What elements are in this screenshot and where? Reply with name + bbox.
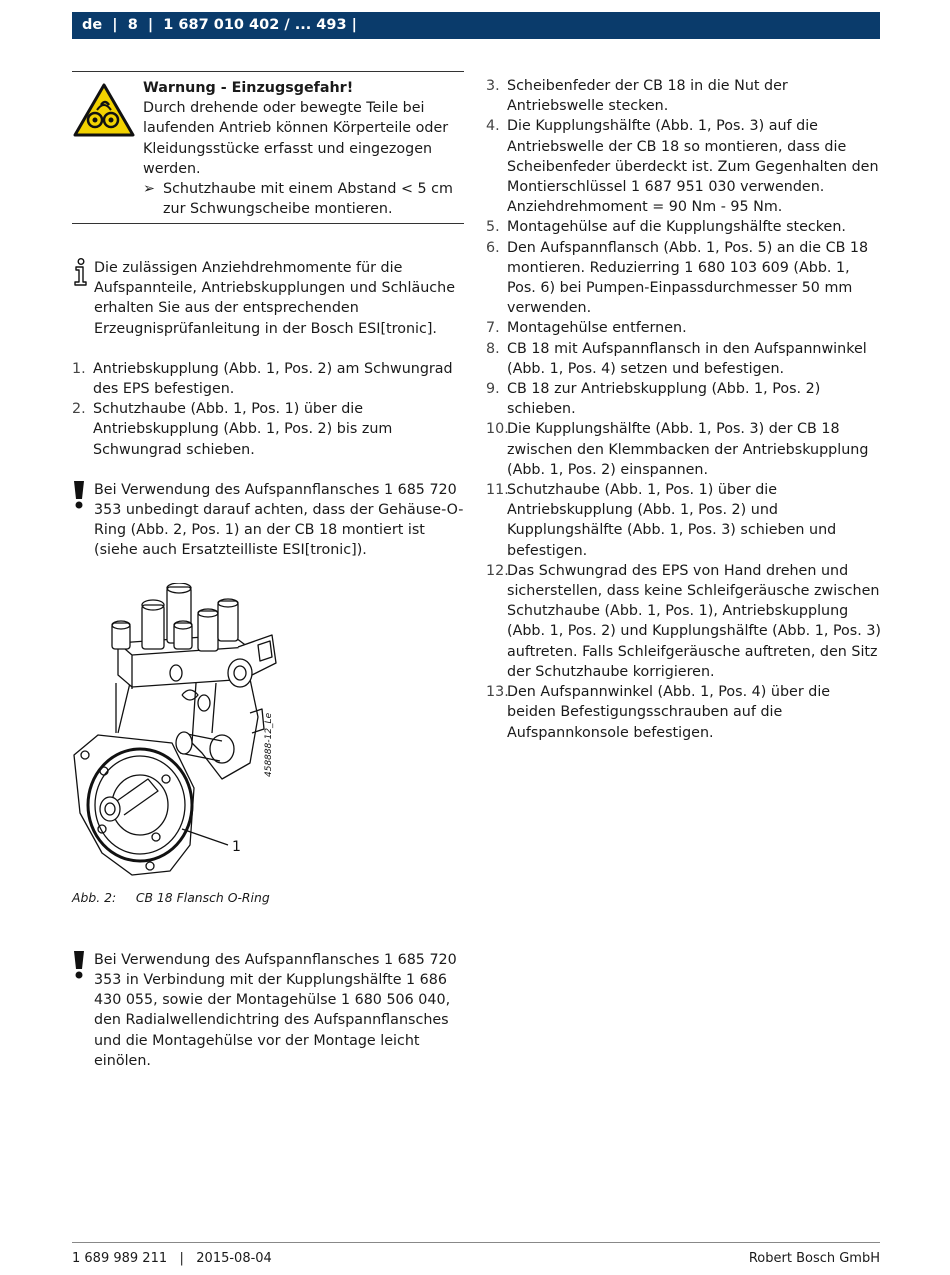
right-column bbox=[486, 76, 882, 743]
pump-figure bbox=[72, 583, 312, 883]
pump-drawing bbox=[72, 583, 312, 883]
warning-text bbox=[143, 78, 461, 219]
list-item bbox=[486, 561, 882, 682]
step-text: Schutzhaube (Abb. 1, Pos. 1) über die Antriebskupplung (Abb. 1, Pos. 2) und Kupplungshälfte (Abb. 1, Pos. 3) schieben und befestigen. bbox=[507, 482, 837, 559]
step-text: Die Kupplungshälfte (Abb. 1, Pos. 3) der CB 18 zwischen den Klemmbacken der Antriebskupplung (Abb. 1, Pos. 2) einspannen. bbox=[507, 421, 869, 478]
step-number: 9. bbox=[486, 381, 500, 398]
list-item bbox=[486, 480, 882, 561]
warning-box bbox=[72, 71, 464, 224]
exclamation-icon bbox=[72, 950, 86, 980]
step-text: Schutzhaube (Abb. 1, Pos. 1) über die Antriebskupplung (Abb. 1, Pos. 2) bis zum Schwungrad schieben. bbox=[93, 401, 393, 458]
step-number: 12. bbox=[486, 562, 509, 579]
step-text: Den Aufspannwinkel (Abb. 1, Pos. 4) über die beiden Befestigungsschrauben auf die Aufspannkonsole befestigen. bbox=[507, 684, 831, 741]
right-step-list bbox=[486, 76, 882, 743]
list-item bbox=[486, 682, 882, 743]
footer-company: Robert Bosch GmbH bbox=[748, 1251, 880, 1266]
step-text: Das Schwungrad des EPS von Hand drehen und sicherstellen, dass keine Schleifgeräusche zwischen Schutzhaube (Abb. 1, Pos. 1), Antriebskupplung (Abb. 1, Pos. 2) und Kupplungshälfte (Abb. 1, Pos. 3) auftreten. Falls Schleifgeräusche auftreten, den Sitz der Schutzhaube korrigieren. bbox=[507, 562, 882, 680]
step-number: 7. bbox=[486, 320, 500, 337]
step-text: Montagehülse auf die Kupplungshälfte stecken. bbox=[507, 219, 846, 236]
step-number: 10. bbox=[486, 421, 509, 438]
attention-note-1 bbox=[72, 480, 464, 561]
info-note bbox=[72, 258, 464, 339]
list-item bbox=[72, 359, 464, 399]
attention-note-1-text: Bei Verwendung des Aufspannflansches 1 685 720 353 unbedingt darauf achten, dass der Gehäuse-O-Ring (Abb. 2, Pos. 1) an der CB 18 montiert ist (siehe auch Ersatzteilliste ESI[tronic]). bbox=[94, 481, 464, 559]
step-text: Montagehülse entfernen. bbox=[507, 320, 687, 337]
step-number: 11. bbox=[486, 482, 509, 499]
exclamation-icon bbox=[72, 480, 86, 510]
figure-callout: 1 bbox=[232, 838, 241, 855]
step-number: 8. bbox=[486, 340, 500, 357]
arrow-marker-icon: ➢ bbox=[143, 181, 155, 198]
footer-divider bbox=[72, 1242, 880, 1243]
warning-title: Warnung - Einzugsgefahr! bbox=[143, 80, 354, 96]
list-item bbox=[486, 379, 882, 419]
step-text: CB 18 mit Aufspannflansch in den Aufspannwinkel (Abb. 1, Pos. 4) setzen und befestigen. bbox=[507, 340, 867, 377]
step-text: Scheibenfeder der CB 18 in die Nut der Antriebswelle stecken. bbox=[507, 78, 788, 115]
entanglement-warning-icon bbox=[73, 83, 135, 137]
step-number: 1. bbox=[72, 360, 86, 377]
step-number: 2. bbox=[72, 401, 86, 418]
list-item bbox=[486, 116, 882, 217]
figure-caption: Abb. 2: CB 18 Flansch O-Ring bbox=[72, 889, 270, 905]
list-item bbox=[72, 399, 464, 460]
attention-note-2-text: Bei Verwendung des Aufspannflansches 1 685 720 353 in Verbindung mit der Kupplungshälfte 1 686 430 055, sowie der Montagehülse 1 680 506 040, den Radialwellendichtring des Aufspannflansches und die Montagehülse vor der Montage leicht einölen. bbox=[94, 951, 457, 1069]
step-number: 4. bbox=[486, 118, 500, 135]
warning-body: Durch drehende oder bewegte Teile bei laufenden Antrieb können Körperteile oder Kleidungsstücke erfasst und eingezogen werden. bbox=[143, 100, 449, 177]
warning-action-text: Schutzhaube mit einem Abstand < 5 cm zur Schwungscheibe montieren. bbox=[163, 181, 453, 218]
step-text: CB 18 zur Antriebskupplung (Abb. 1, Pos. 2) schieben. bbox=[507, 381, 821, 418]
figure-drawing-id: 458888-12_Le bbox=[264, 712, 274, 777]
step-number: 6. bbox=[486, 239, 500, 256]
warning-action bbox=[143, 179, 461, 219]
left-column bbox=[72, 71, 464, 1071]
list-item bbox=[486, 76, 882, 116]
left-step-list bbox=[72, 359, 464, 460]
step-text: Den Aufspannflansch (Abb. 1, Pos. 5) an die CB 18 montieren. Reduzierring 1 680 103 609 (Abb. 1, Pos. 6) bei Pumpen-Einpassdurchmesser 50 mm verwenden. bbox=[507, 239, 869, 317]
list-item bbox=[486, 318, 882, 338]
list-item bbox=[486, 419, 882, 480]
step-text: Antriebskupplung (Abb. 1, Pos. 2) am Schwungrad des EPS befestigen. bbox=[93, 360, 453, 398]
list-item bbox=[486, 238, 882, 319]
info-icon bbox=[72, 258, 90, 286]
list-item bbox=[486, 217, 882, 237]
step-text: Die Kupplungshälfte (Abb. 1, Pos. 3) auf die Antriebswelle der CB 18 so montieren, dass die Scheibenfeder überdeckt ist. Zum Gegenhalten den Montierschlüssel 1 687 951 030 verwenden. Anziehdrehmoment = 90 Nm - 95 Nm. bbox=[507, 118, 879, 216]
footer-doc-info: 1 689 989 211 | 2015-08-04 bbox=[72, 1251, 272, 1266]
step-number: 13. bbox=[486, 684, 509, 701]
info-note-text: Die zulässigen Anziehdrehmomente für die Aufspannteile, Antriebskupplungen und Schläuche erhalten Sie aus der entsprechenden Erzeugnisprüfanleitung in der Bosch ESI[tronic]. bbox=[94, 260, 456, 337]
step-number: 5. bbox=[486, 219, 500, 236]
attention-note-2 bbox=[72, 950, 464, 1071]
step-number: 3. bbox=[486, 78, 500, 94]
list-item bbox=[486, 339, 882, 379]
page-header: de | 8 | 1 687 010 402 / ... 493 | bbox=[72, 12, 880, 39]
